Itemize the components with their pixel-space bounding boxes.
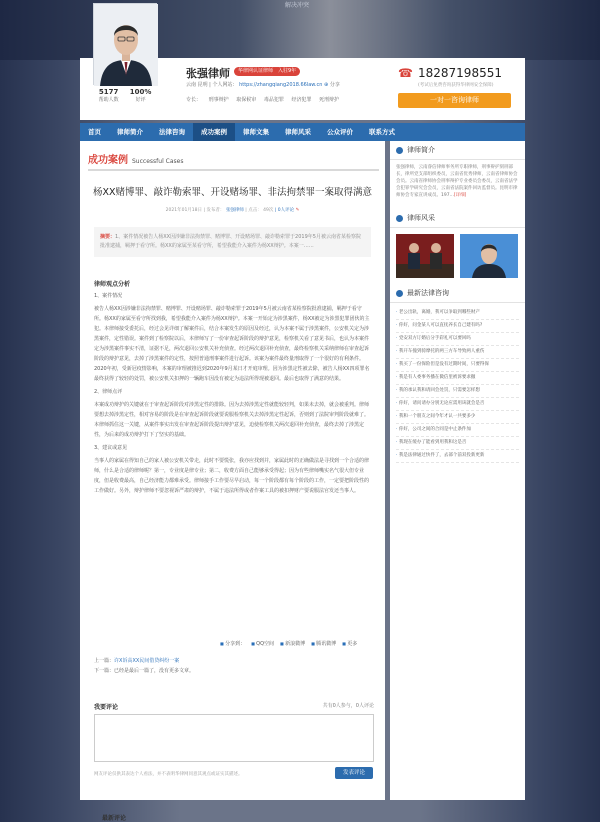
section-subtitle: Successful Cases: [132, 158, 184, 165]
lawyer-stats: [93, 88, 157, 103]
phone-note: (考试后免费咨询获得华律网安全保障): [418, 83, 494, 88]
list-item[interactable]: · 我开车撞到骑摩托的两三方车导致两人重伤: [396, 346, 519, 359]
verified-badge: 华律网认证律师 入驻9年: [234, 67, 300, 76]
author-link[interactable]: 张强律师: [225, 208, 244, 213]
phone-icon: ☎: [398, 66, 413, 80]
nav-item-home[interactable]: 首页: [88, 128, 101, 136]
nav-item-reviews[interactable]: 公众评价: [327, 128, 353, 136]
paragraph-case: 被告人杨XX因涉嫌非法拘禁罪、赌博罪、开设赌场罪、敲诈勒索罪于2019年5月被云南省某检察院批准逮捕，羁押于看守所。杨XX的家属至看守所找到我，希望我能介入案件为杨XX辩护。本案一开始定为涉黑案件，杨XX被定为涉黑犯罪团伙的主犯。本律师接受委托后，经过会见详细了解案件后，结合本案发生的原因及经过，认为本案不属于涉黑案件，公安机关定为涉黑案件，定性错误。案件到了检察院以后，本律师写了一份审查起诉阶段的辩护意见，检察机关看了意见书后，也认为本案件定为涉黑案件事实不清，证据不足，两次退回公安机关补充侦查。经过两次退回补充侦查，最终检察机关采纳律师在审查起诉阶段的辩护意见，去掉了涉黑案件的定性，按照普通刑事案件进行起诉。该案为案件最终量刑取得了一个很好的有利条件。2020年初，受新冠疫情影响，本案的审理被推迟到2020年9月某日才开庭审理。因为涉黑定性被去除，被告人杨XX四项罪名最终获得了较轻的处罚，被公安机关扣押的一辆跑车因没有被定为违法所得现被退回。最后也取得了满意的结果。: [94, 306, 370, 382]
gallery-photos: [390, 228, 525, 284]
lawyer-info-line: 云南 昆明 | 个人网站： https://zhangqiang2018.66law.cn ⊕ 分享: [186, 82, 340, 88]
rating-stat: 100% 好评: [129, 88, 152, 103]
paragraph-comment: 本案成功辩护的关键就在于审查起诉阶段对涉黑定性的排除。因为去掉涉黑定性就能较轻判，如果未去掉，就会被重判。律师要想去掉涉黑定性，相对容易的阶段是在审查起诉阶段就要说服检察机关去掉涉黑定性起诉，否则到了法院审判阶段就难了。本律师抓住这一关键，从案件事实出发在审查起诉阶段提出辩护意见，迫使检察机关两次退回补充侦查，最终去掉了涉黑定性，为后来的成功辩护打下了坚实的基础。: [94, 402, 370, 438]
article-meta: 2021年01月18日 | 发布者： 张强律师 | 点击： 49次 | 0人评论 ✎: [165, 208, 300, 213]
consult-list: [390, 303, 525, 467]
share-link[interactable]: 分享: [329, 82, 340, 88]
specialty-item[interactable]: 死刑辩护: [319, 97, 340, 103]
specialty-item[interactable]: 刑事辩护: [208, 97, 229, 103]
share-weibo-button[interactable]: ■ 新浪微博: [280, 640, 305, 647]
list-item[interactable]: · 我和一个朋友之间今年才认一共要多少: [396, 411, 519, 424]
comment-count: 共有0人参与，0人评论: [322, 703, 374, 709]
share-more-button[interactable]: ■ 更多: [342, 640, 357, 647]
sidebar-gallery-header: 律师风采: [390, 209, 525, 228]
list-item[interactable]: · 党安双方订婚后分手彩礼可以要回吗: [396, 333, 519, 346]
article-summary: 摘要：1、案件情况被告人杨XX因涉嫌非法拘禁罪、赌博罪、开设赌场罪、敲诈勒索罪于2019年5月被云南省某检察院批准逮捕，羁押于看守所。杨XX的家属至某看守所，希望我能介入案件为杨XX辩护。本案一……: [94, 227, 371, 257]
list-item[interactable]: · 你好，公司之间的合同是中止条件加: [396, 424, 519, 437]
list-item[interactable]: · 我是有人委事务播在微信里被诉要求撤: [396, 372, 519, 385]
list-item[interactable]: · 你好，请问请办分别无论应需用该就会是否: [396, 398, 519, 411]
intro-more-link[interactable]: [详细]: [453, 193, 467, 198]
list-item[interactable]: · 你好，问金某人可以直抚养长自己建有吗?: [396, 320, 519, 333]
submit-comment-button[interactable]: 发表评论: [335, 767, 373, 779]
main-nav: [80, 123, 525, 141]
comment-header: [94, 702, 374, 711]
website-link[interactable]: https://zhangqiang2018.66law.cn: [239, 82, 323, 88]
comment-textarea[interactable]: [94, 714, 374, 762]
specialty-item[interactable]: 取保候审: [236, 97, 257, 103]
ask-lawyer-button[interactable]: 一对一咨询律师: [398, 93, 511, 108]
gallery-photo[interactable]: [396, 234, 454, 278]
chat-icon: [396, 290, 403, 297]
share-qzone-button[interactable]: ■ QQ空间: [251, 640, 274, 647]
nav-item-contact[interactable]: 联系方式: [369, 128, 395, 136]
latest-comments-heading: 最新评论: [102, 815, 127, 822]
prev-article-link[interactable]: 许X诉高XX民间借贷纠纷一案: [114, 658, 180, 664]
list-item[interactable]: · 我的承认我和请回会处罚，只需要怎样想: [396, 385, 519, 398]
paragraph-advice: 当事人的家属在得知自己的家人被公安机关带走，此时不要慌张，我亦应找到并，家属此时的正确做法是寻找到一个合适的律师，什么是合适的律师呢？第一，专业度是律专业；第二，收费方面自己能够承受得起；因为有些律师嘴实名气很大但专业度，但是收费最高，自己经济能力都难承受。律师接手工作要尽早启动，每一个阶段都有每个阶段的工作，一定要把阶段性的工作做好。另外，辩护律师不要忽视诉严肃的辩护，不属于违法所得或者作案工具的被扣押财产要说服法官发还当事人。: [94, 458, 370, 494]
article-title: 杨XX赌博罪、敲诈勒索罪、开设赌场罪、非法拘禁罪一案取得满意: [92, 187, 373, 198]
share-icon[interactable]: ⊕: [324, 82, 329, 88]
nav-item-cases[interactable]: 成功案例: [193, 123, 235, 141]
paragraph-title: 2、律师点评: [94, 389, 123, 395]
paragraph-title: 3、建议或意见: [94, 445, 128, 451]
comments-count-link[interactable]: | 0人评论: [274, 208, 295, 213]
analysis-heading: 律师观点分析: [94, 281, 131, 288]
background-banner-text: 解决冲突: [285, 2, 310, 9]
sidebar-news-header: 最新法律咨询: [390, 284, 525, 303]
list-item[interactable]: · 老公出轨，离婚，我可以争取到哪些财产: [396, 307, 519, 320]
edit-icon: ✎: [295, 208, 300, 213]
section-title: 成功案例: [88, 155, 128, 166]
share-bar: [220, 640, 357, 647]
lawyer-name: 张强律师: [186, 67, 230, 80]
user-icon: [396, 147, 403, 154]
gallery-photo[interactable]: [460, 234, 518, 278]
share-to-label: ■ 分享到：: [220, 640, 245, 647]
nav-item-profile[interactable]: 律师简介: [117, 128, 143, 136]
nav-item-consult[interactable]: 法律咨询: [159, 128, 185, 136]
page-container: [80, 0, 525, 822]
nav-item-gallery[interactable]: 律师风采: [285, 128, 311, 136]
list-item[interactable]: · 我现在缓办了能看到用我和这是否: [396, 437, 519, 450]
sidebar: [390, 141, 525, 800]
prev-article: 上一篇：许X诉高XX民间借贷纠纷一案: [94, 658, 180, 664]
next-article: 下一篇：已经是最后一篇了，没有更多文章。: [94, 668, 195, 674]
list-item[interactable]: · 我是法律通过快件了，去部个前双投新更新: [396, 450, 519, 463]
phone-number[interactable]: 18287198551: [418, 66, 502, 80]
comment-disclaimer: 网友评论仅供其表达个人看法，并不表明华律网同意其观点或证实其描述。: [94, 772, 243, 777]
nav-item-articles[interactable]: 律师文集: [243, 128, 269, 136]
list-item[interactable]: · 我买了一份保险但是没有过期时间，只要得保: [396, 359, 519, 372]
specialty-item[interactable]: 毒品犯罪: [263, 97, 284, 103]
lawyer-avatar: [93, 3, 157, 85]
help-count-stat: 5177 帮助人数: [98, 88, 119, 103]
sidebar-intro-text: 张强律师，云南睿信律师事务所专职律师，刑事辩护刻刑部长，律所党支部组织委员，云南省优秀律师，云南省律师协会会员。云南省律师协会刑事辩护专业委员会委员，云南省法学会犯罪学研究会会员，云南省法院案件回访监督员。昆明市律师协会专家宣讲成员。197...[详细]: [396, 165, 518, 198]
main-content: [80, 141, 385, 822]
camera-icon: [396, 215, 403, 222]
section-header: [88, 151, 379, 171]
specialty-item[interactable]: 经济犯罪: [291, 97, 312, 103]
specialties: 专长： 刑事辩护 取保候审 毒品犯罪 经济犯罪 死刑辩护: [186, 97, 340, 103]
comment-title: 我要评论: [94, 704, 119, 711]
share-tencent-button[interactable]: ■ 腾讯微博: [311, 640, 336, 647]
sidebar-intro-header: 律师简介: [390, 141, 525, 160]
paragraph-title: 1、案件情况: [94, 293, 123, 299]
